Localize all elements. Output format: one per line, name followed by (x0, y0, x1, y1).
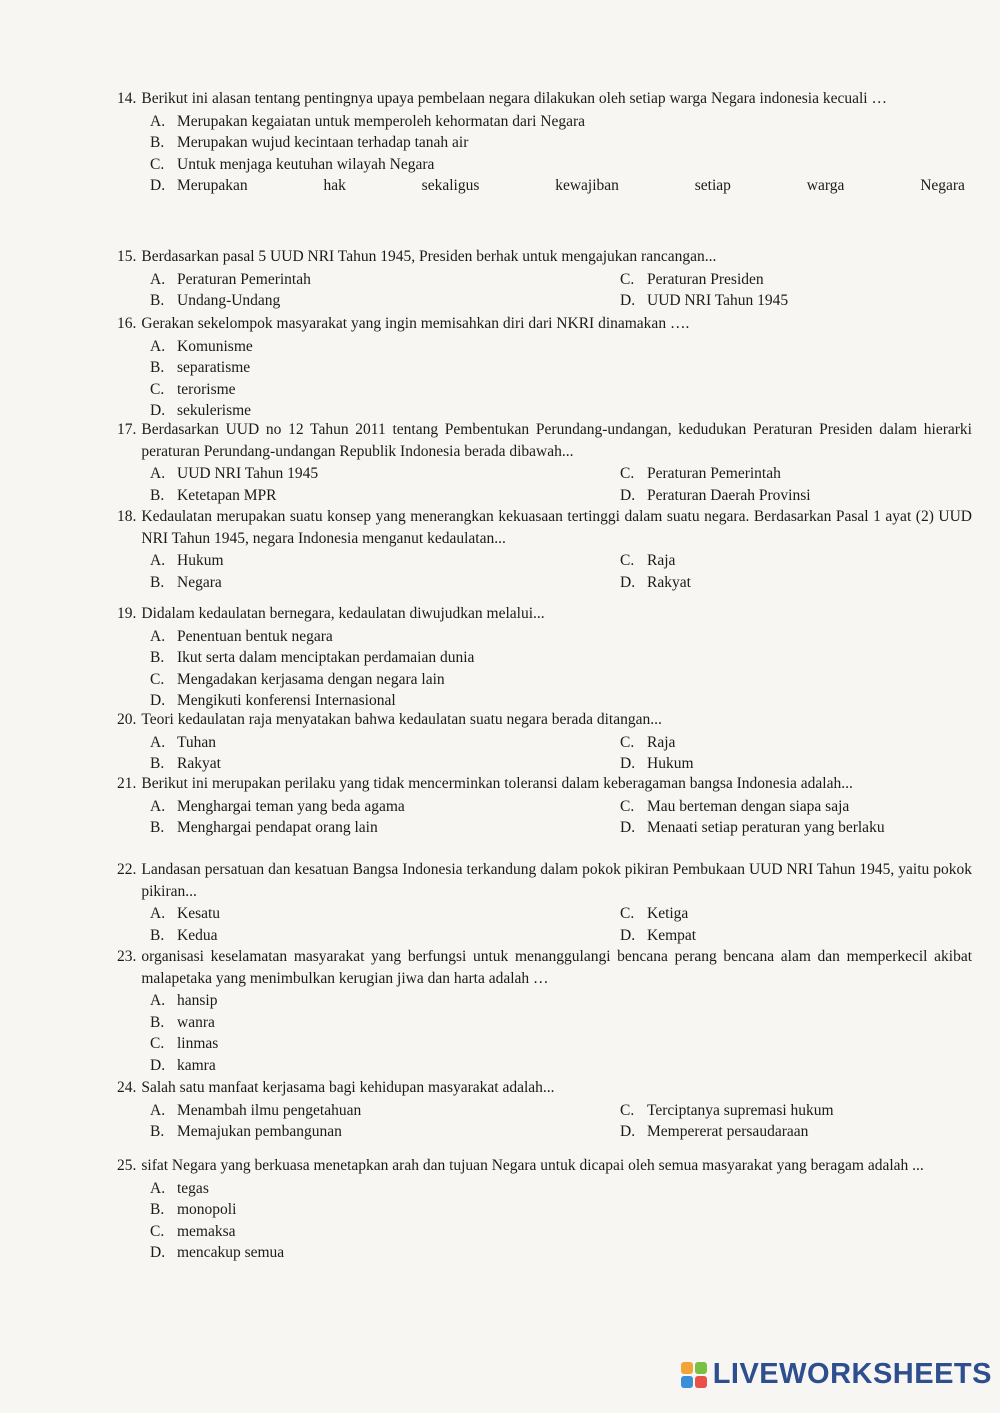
question-18 (117, 506, 972, 593)
answer-option[interactable] (150, 379, 972, 401)
question-number: 25. (117, 1157, 137, 1174)
option-text: Merupakan hak sekaligus kewajiban setiap warga Negara (177, 177, 965, 195)
option-letter: B. (150, 755, 165, 773)
option-letter: C. (620, 1101, 635, 1119)
option-letter: A. (150, 627, 166, 645)
option-letter: D. (620, 573, 636, 591)
answer-option[interactable] (150, 290, 620, 312)
option-text: Merupakan kegaiatan untuk memperoleh kehormatan dari Negara (177, 112, 585, 130)
option-letter: B. (150, 292, 165, 310)
answer-option[interactable] (620, 796, 972, 818)
answer-option[interactable] (620, 903, 972, 925)
question-stem (117, 246, 972, 268)
option-text: Memajukan pembangunan (177, 1123, 342, 1141)
option-text: kamra (177, 1056, 216, 1074)
option-letter: D. (150, 177, 166, 195)
question-text: Berdasarkan pasal 5 UUD NRI Tahun 1945, Presiden berhak untuk mengajukan rancangan... (141, 248, 717, 265)
answer-option[interactable] (150, 154, 972, 176)
answer-option[interactable] (150, 1055, 972, 1077)
answer-option[interactable] (620, 463, 972, 485)
answer-option[interactable] (150, 626, 972, 648)
question-number: 16. (117, 315, 137, 332)
answer-option[interactable] (150, 1221, 972, 1243)
question-stem (117, 419, 972, 462)
answer-option[interactable] (150, 132, 972, 154)
answer-option[interactable] (150, 111, 972, 133)
option-letter: A. (150, 905, 166, 923)
question-23 (117, 946, 972, 1077)
option-letter: A. (150, 552, 166, 570)
option-letter: B. (150, 359, 165, 377)
answer-options (150, 550, 972, 593)
question-stem (117, 313, 972, 335)
option-letter: C. (620, 905, 635, 923)
answer-option[interactable] (150, 1012, 972, 1034)
answer-option[interactable] (150, 1178, 972, 1200)
answer-options (150, 626, 972, 712)
question-number: 22. (117, 861, 137, 878)
option-text: Rakyat (177, 755, 221, 773)
option-text: Mempererat persaudaraan (647, 1123, 809, 1141)
answer-options (150, 269, 972, 312)
option-text: Kempat (647, 926, 697, 944)
option-letter: C. (150, 1222, 165, 1240)
question-16 (117, 313, 972, 422)
option-text: Menaati setiap peraturan yang berlaku (647, 819, 885, 837)
option-text: Negara (177, 573, 222, 591)
answer-options (150, 796, 972, 839)
option-letter: D. (620, 486, 636, 504)
question-text: Berdasarkan UUD no 12 Tahun 2011 tentang Pembentukan Perundang-undangan, kedudukan Peraturan Presiden dalam hierarki peraturan Perundang-undangan Republik Indonesia berada dibawah... (141, 421, 972, 460)
option-letter: D. (150, 402, 166, 420)
option-letter: B. (150, 486, 165, 504)
question-19 (117, 603, 972, 712)
question-text: Berikut ini alasan tentang pentingnya upaya pembelaan negara dilakukan oleh setiap warga Negara indonesia kecuali … (141, 90, 887, 107)
answer-option[interactable] (150, 732, 620, 754)
option-letter: C. (620, 733, 635, 751)
option-letter: D. (620, 1123, 636, 1141)
option-letter: B. (150, 649, 165, 667)
option-text: Raja (647, 733, 676, 751)
option-text: Komunisme (177, 337, 253, 355)
question-21 (117, 773, 972, 839)
option-text: Terciptanya supremasi hukum (647, 1101, 834, 1119)
question-stem (117, 773, 972, 795)
answer-option[interactable] (620, 1100, 972, 1122)
answer-option[interactable] (620, 817, 972, 839)
question-14 (117, 88, 972, 197)
answer-options (150, 990, 972, 1076)
option-text: Mengadakan kerjasama dengan negara lain (177, 670, 445, 688)
answer-option[interactable] (150, 175, 972, 197)
option-text: Ketetapan MPR (177, 486, 277, 504)
option-letter: C. (150, 670, 165, 688)
question-text: organisasi keselamatan masyarakat yang berfungsi untuk menanggulangi bencana perang bencana alam dan memperkecil akibat malapetaka yang menimbulkan kerugian jiwa dan harta adalah … (141, 948, 972, 987)
answer-option[interactable] (620, 753, 972, 775)
brand-name: LIVEWORKSHEETS (712, 1358, 992, 1390)
answer-option[interactable] (150, 796, 620, 818)
answer-option[interactable] (620, 732, 972, 754)
option-letter: C. (150, 155, 165, 173)
option-letter: C. (620, 797, 635, 815)
answer-option[interactable] (150, 1199, 972, 1221)
option-text: Mengikuti konferensi Internasional (177, 692, 396, 710)
option-text: UUD NRI Tahun 1945 (647, 292, 789, 310)
answer-option[interactable] (620, 550, 972, 572)
answer-option[interactable] (620, 269, 972, 291)
question-stem (117, 506, 972, 549)
answer-option[interactable] (150, 1121, 620, 1143)
option-text: Ketiga (647, 905, 689, 923)
option-text: Peraturan Pemerintah (647, 465, 781, 483)
answer-option[interactable] (620, 1121, 972, 1143)
option-letter: B. (150, 134, 165, 152)
answer-options (150, 111, 972, 197)
question-number: 21. (117, 775, 137, 792)
answer-option[interactable] (620, 485, 972, 507)
question-25 (117, 1155, 972, 1264)
question-text: Salah satu manfaat kerjasama bagi kehidupan masyarakat adalah... (141, 1079, 555, 1096)
option-text: Menghargai teman yang beda agama (177, 797, 405, 815)
question-text: Didalam kedaulatan bernegara, kedaulatan diwujudkan melalui... (141, 605, 545, 622)
question-text: Berikut ini merupakan perilaku yang tidak mencerminkan toleransi dalam keberagaman bangsa Indonesia adalah... (141, 775, 853, 792)
option-text: Untuk menjaga keutuhan wilayah Negara (177, 155, 435, 173)
option-text: Tuhan (177, 733, 217, 751)
option-letter: D. (150, 1244, 166, 1262)
option-letter: C. (620, 270, 635, 288)
option-text: Menambah ilmu pengetahuan (177, 1101, 362, 1119)
option-text: hansip (177, 992, 218, 1010)
question-text: Teori kedaulatan raja menyatakan bahwa kedaulatan suatu negara berada ditangan... (141, 711, 662, 728)
option-letter: D. (620, 755, 636, 773)
answer-options (150, 463, 972, 506)
option-letter: D. (150, 1056, 166, 1074)
question-stem (117, 709, 972, 731)
question-stem (117, 1077, 972, 1099)
option-text: Kesatu (177, 905, 221, 923)
option-text: Hukum (177, 552, 224, 570)
question-number: 19. (117, 605, 137, 622)
question-20 (117, 709, 972, 775)
option-letter: A. (150, 797, 166, 815)
option-letter: D. (620, 926, 636, 944)
option-text: mencakup semua (177, 1244, 285, 1262)
option-letter: C. (620, 465, 635, 483)
option-letter: C. (620, 552, 635, 570)
option-letter: B. (150, 926, 165, 944)
question-text: Landasan persatuan dan kesatuan Bangsa Indonesia terkandung dalam pokok pikiran Pembukaan UUD NRI Tahun 1945, yaitu pokok pikiran... (141, 861, 972, 900)
option-letter: A. (150, 465, 166, 483)
answer-options (150, 903, 972, 946)
question-stem (117, 1155, 972, 1177)
question-number: 15. (117, 248, 137, 265)
answer-option[interactable] (150, 669, 972, 691)
question-22 (117, 859, 972, 946)
option-letter: A. (150, 112, 166, 130)
option-letter: A. (150, 1179, 166, 1197)
question-17 (117, 419, 972, 506)
option-letter: C. (150, 1035, 165, 1053)
question-number: 20. (117, 711, 137, 728)
answer-option[interactable] (150, 1242, 972, 1264)
question-number: 23. (117, 948, 137, 965)
question-stem (117, 859, 972, 902)
option-letter: A. (150, 1101, 166, 1119)
answer-option[interactable] (620, 290, 972, 312)
option-text: Undang-Undang (177, 292, 281, 310)
question-number: 14. (117, 90, 137, 107)
option-letter: B. (150, 573, 165, 591)
answer-option[interactable] (620, 925, 972, 947)
option-letter: B. (150, 1201, 165, 1219)
option-letter: B. (150, 819, 165, 837)
option-text: Menghargai pendapat orang lain (177, 819, 378, 837)
option-text: Raja (647, 552, 676, 570)
option-letter: A. (150, 270, 166, 288)
option-text: terorisme (177, 380, 236, 398)
option-text: monopoli (177, 1201, 237, 1219)
answer-option[interactable] (150, 550, 620, 572)
option-letter: A. (150, 337, 166, 355)
option-text: Hukum (647, 755, 694, 773)
option-text: Peraturan Pemerintah (177, 270, 311, 288)
option-letter: B. (150, 1013, 165, 1031)
answer-option[interactable] (150, 925, 620, 947)
answer-option[interactable] (150, 485, 620, 507)
option-letter: A. (150, 733, 166, 751)
answer-options (150, 1178, 972, 1264)
option-letter: B. (150, 1123, 165, 1141)
option-letter: A. (150, 992, 166, 1010)
answer-option[interactable] (150, 336, 972, 358)
answer-option[interactable] (150, 572, 620, 594)
option-text: Mau berteman dengan siapa saja (647, 797, 850, 815)
answer-option[interactable] (150, 1100, 620, 1122)
question-number: 18. (117, 508, 137, 525)
answer-option[interactable] (150, 463, 620, 485)
question-15 (117, 246, 972, 312)
answer-option[interactable] (150, 817, 620, 839)
answer-option[interactable] (150, 903, 620, 925)
option-text: Peraturan Daerah Provinsi (647, 486, 811, 504)
liveworksheets-brand (681, 1358, 992, 1391)
question-stem (117, 88, 972, 110)
option-text: linmas (177, 1035, 219, 1053)
option-text: Kedua (177, 926, 218, 944)
answer-options (150, 1100, 972, 1143)
answer-option[interactable] (150, 990, 972, 1012)
question-24 (117, 1077, 972, 1143)
option-letter: D. (620, 819, 636, 837)
question-text: Kedaulatan merupakan suatu konsep yang menerangkan kekuasaan tertinggi dalam suatu negara. Berdasarkan Pasal 1 ayat (2) UUD NRI Tahun 1945, negara Indonesia menganut kedaulatan... (141, 508, 972, 547)
option-text: Peraturan Presiden (647, 270, 764, 288)
option-text: Merupakan wujud kecintaan terhadap tanah air (177, 134, 469, 152)
option-letter: D. (620, 292, 636, 310)
option-text: sekulerisme (177, 402, 252, 420)
option-letter: C. (150, 380, 165, 398)
question-stem (117, 946, 972, 989)
question-number: 17. (117, 421, 137, 438)
liveworksheets-logo-icon (681, 1362, 707, 1388)
answer-option[interactable] (150, 647, 972, 669)
question-text: Gerakan sekelompok masyarakat yang ingin memisahkan diri dari NKRI dinamakan …. (141, 315, 690, 332)
option-text: memaksa (177, 1222, 236, 1240)
option-text: Penentuan bentuk negara (177, 627, 333, 645)
answer-options (150, 336, 972, 422)
answer-option[interactable] (150, 1033, 972, 1055)
option-text: Rakyat (647, 573, 691, 591)
question-number: 24. (117, 1079, 137, 1096)
option-text: separatisme (177, 359, 251, 377)
question-text: sifat Negara yang berkuasa menetapkan arah dan tujuan Negara untuk dicapai oleh semua masyarakat yang beragam adalah ... (141, 1157, 924, 1174)
option-letter: D. (150, 692, 166, 710)
question-stem (117, 603, 972, 625)
option-text: wanra (177, 1013, 215, 1031)
answer-option[interactable] (620, 572, 972, 594)
answer-option[interactable] (150, 357, 972, 379)
option-text: tegas (177, 1179, 209, 1197)
answer-option[interactable] (150, 753, 620, 775)
option-text: Ikut serta dalam menciptakan perdamaian dunia (177, 649, 475, 667)
option-text: UUD NRI Tahun 1945 (177, 465, 319, 483)
answer-options (150, 732, 972, 775)
answer-option[interactable] (150, 269, 620, 291)
